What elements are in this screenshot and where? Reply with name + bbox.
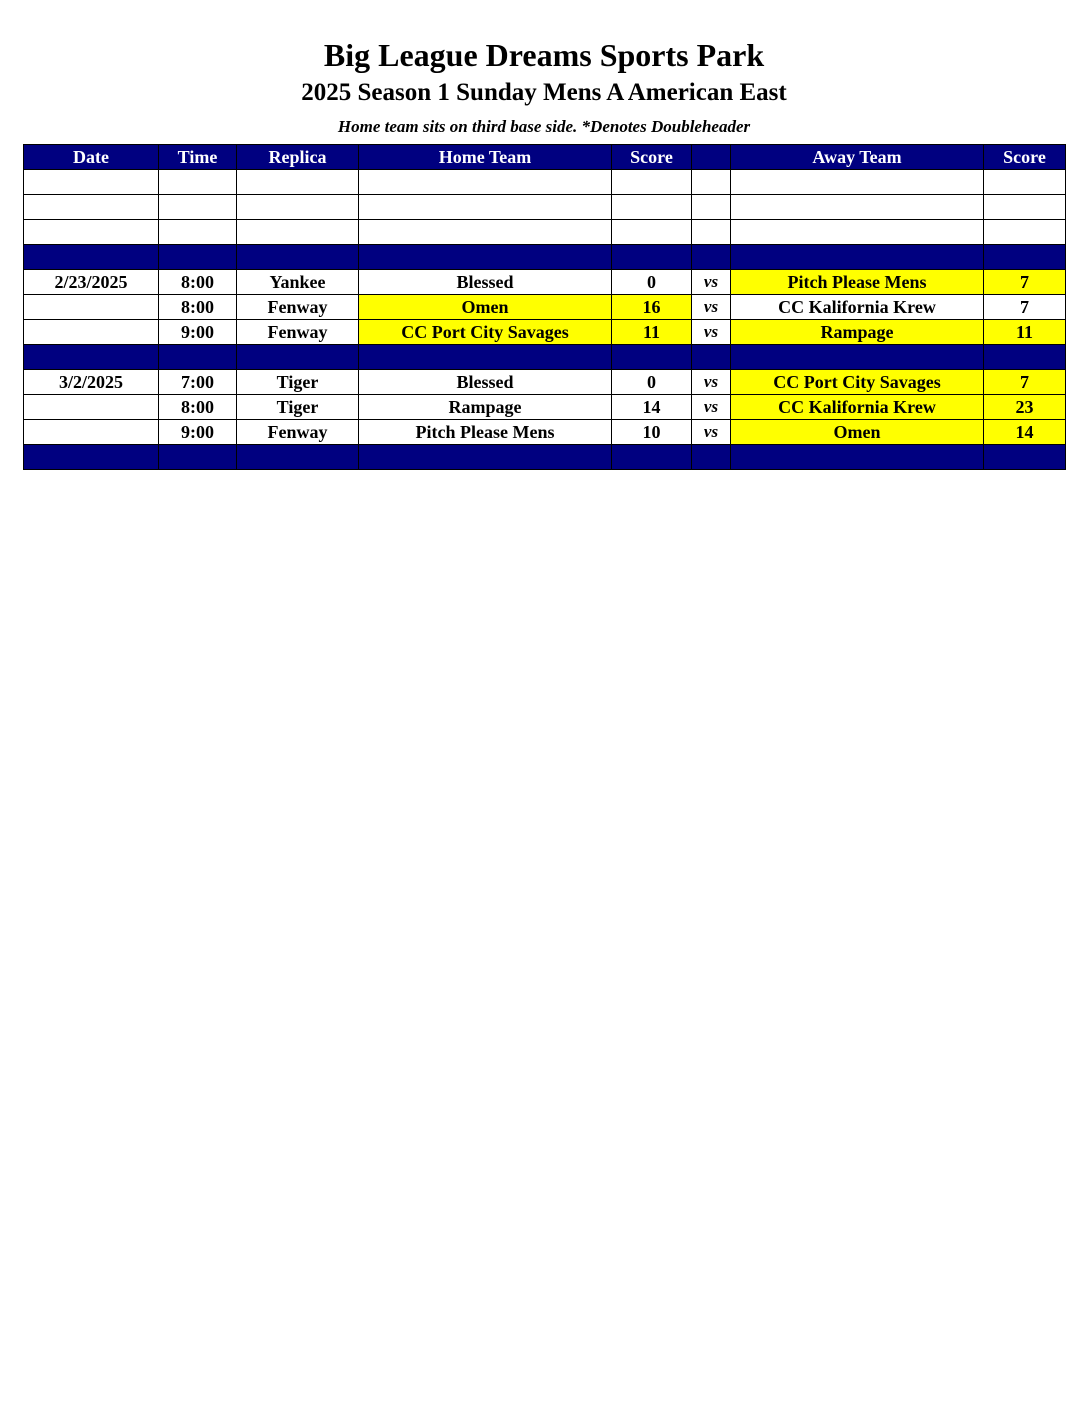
away-team-cell — [731, 445, 984, 470]
away-score-cell — [984, 445, 1066, 470]
replica-cell — [237, 220, 359, 245]
home-score-cell: 10 — [612, 420, 692, 445]
vs-cell: vs — [692, 270, 731, 295]
home-team-cell: CC Port City Savages — [359, 320, 612, 345]
home-team-cell — [359, 220, 612, 245]
column-header-home-score: Score — [612, 145, 692, 170]
away-team-cell: Omen — [731, 420, 984, 445]
away-score-cell — [984, 170, 1066, 195]
vs-cell: vs — [692, 420, 731, 445]
away-score-cell: 11 — [984, 320, 1066, 345]
vs-cell — [692, 195, 731, 220]
time-cell: 9:00 — [159, 320, 237, 345]
vs-cell — [692, 220, 731, 245]
replica-cell — [237, 445, 359, 470]
game-row — [24, 395, 1066, 420]
time-cell — [159, 195, 237, 220]
time-cell: 9:00 — [159, 420, 237, 445]
date-cell — [24, 245, 159, 270]
time-cell: 8:00 — [159, 395, 237, 420]
away-team-cell — [731, 245, 984, 270]
home-score-cell — [612, 170, 692, 195]
separator-row — [24, 345, 1066, 370]
away-team-cell: CC Port City Savages — [731, 370, 984, 395]
away-team-cell: Rampage — [731, 320, 984, 345]
game-row — [24, 295, 1066, 320]
home-team-cell: Rampage — [359, 395, 612, 420]
date-cell — [24, 295, 159, 320]
home-team-cell — [359, 445, 612, 470]
time-cell: 8:00 — [159, 295, 237, 320]
away-score-cell — [984, 220, 1066, 245]
home-score-cell: 0 — [612, 370, 692, 395]
vs-cell — [692, 170, 731, 195]
vs-cell: vs — [692, 320, 731, 345]
date-cell — [24, 345, 159, 370]
empty-row — [24, 195, 1066, 220]
time-cell — [159, 345, 237, 370]
away-score-cell: 23 — [984, 395, 1066, 420]
column-header-date: Date — [24, 145, 159, 170]
home-score-cell: 14 — [612, 395, 692, 420]
replica-cell: Fenway — [237, 320, 359, 345]
page-subtitle: 2025 Season 1 Sunday Mens A American East — [301, 79, 787, 106]
column-header-away-score: Score — [984, 145, 1066, 170]
game-row — [24, 320, 1066, 345]
column-header-replica: Replica — [237, 145, 359, 170]
away-score-cell: 7 — [984, 295, 1066, 320]
date-cell — [24, 395, 159, 420]
date-cell — [24, 320, 159, 345]
away-team-cell — [731, 170, 984, 195]
time-cell — [159, 445, 237, 470]
replica-cell — [237, 245, 359, 270]
date-cell: 3/2/2025 — [24, 370, 159, 395]
vs-cell — [692, 445, 731, 470]
empty-row — [24, 220, 1066, 245]
game-row — [24, 270, 1066, 295]
replica-cell: Yankee — [237, 270, 359, 295]
home-score-cell — [612, 245, 692, 270]
home-team-cell — [359, 195, 612, 220]
away-score-cell — [984, 345, 1066, 370]
replica-cell — [237, 195, 359, 220]
home-team-cell — [359, 170, 612, 195]
game-row — [24, 420, 1066, 445]
home-score-cell — [612, 345, 692, 370]
home-team-cell: Omen — [359, 295, 612, 320]
away-score-cell: 7 — [984, 370, 1066, 395]
date-cell — [24, 195, 159, 220]
vs-cell — [692, 245, 731, 270]
schedule-table — [23, 144, 1066, 470]
away-score-cell: 7 — [984, 270, 1066, 295]
away-team-cell: Pitch Please Mens — [731, 270, 984, 295]
time-cell — [159, 170, 237, 195]
column-header-home-team: Home Team — [359, 145, 612, 170]
separator-row — [24, 445, 1066, 470]
away-team-cell — [731, 345, 984, 370]
time-cell — [159, 220, 237, 245]
home-score-cell — [612, 220, 692, 245]
away-team-cell: CC Kalifornia Krew — [731, 395, 984, 420]
replica-cell: Tiger — [237, 395, 359, 420]
time-cell — [159, 245, 237, 270]
home-score-cell: 11 — [612, 320, 692, 345]
home-team-cell: Blessed — [359, 370, 612, 395]
replica-cell — [237, 345, 359, 370]
home-team-cell — [359, 245, 612, 270]
away-team-cell — [731, 195, 984, 220]
home-score-cell: 0 — [612, 270, 692, 295]
home-team-cell: Blessed — [359, 270, 612, 295]
empty-row — [24, 170, 1066, 195]
separator-row — [24, 245, 1066, 270]
date-cell — [24, 170, 159, 195]
home-team-cell — [359, 345, 612, 370]
column-header-time: Time — [159, 145, 237, 170]
time-cell: 8:00 — [159, 270, 237, 295]
replica-cell: Fenway — [237, 420, 359, 445]
home-score-cell: 16 — [612, 295, 692, 320]
away-team-cell — [731, 220, 984, 245]
home-score-cell — [612, 195, 692, 220]
replica-cell — [237, 170, 359, 195]
time-cell: 7:00 — [159, 370, 237, 395]
away-team-cell: CC Kalifornia Krew — [731, 295, 984, 320]
away-score-cell — [984, 195, 1066, 220]
vs-cell: vs — [692, 395, 731, 420]
away-score-cell — [984, 245, 1066, 270]
replica-cell: Tiger — [237, 370, 359, 395]
page-title: Big League Dreams Sports Park — [323, 37, 765, 73]
column-header-vs — [692, 145, 731, 170]
column-header-away-team: Away Team — [731, 145, 984, 170]
vs-cell: vs — [692, 370, 731, 395]
date-cell — [24, 445, 159, 470]
schedule-note: Home team sits on third base side. *Denotes Doubleheader — [337, 117, 751, 136]
replica-cell: Fenway — [237, 295, 359, 320]
game-row — [24, 370, 1066, 395]
date-cell — [24, 220, 159, 245]
vs-cell: vs — [692, 295, 731, 320]
header-row — [24, 145, 1066, 170]
vs-cell — [692, 345, 731, 370]
away-score-cell: 14 — [984, 420, 1066, 445]
home-score-cell — [612, 445, 692, 470]
date-cell: 2/23/2025 — [24, 270, 159, 295]
schedule-body — [24, 170, 1066, 470]
date-cell — [24, 420, 159, 445]
home-team-cell: Pitch Please Mens — [359, 420, 612, 445]
